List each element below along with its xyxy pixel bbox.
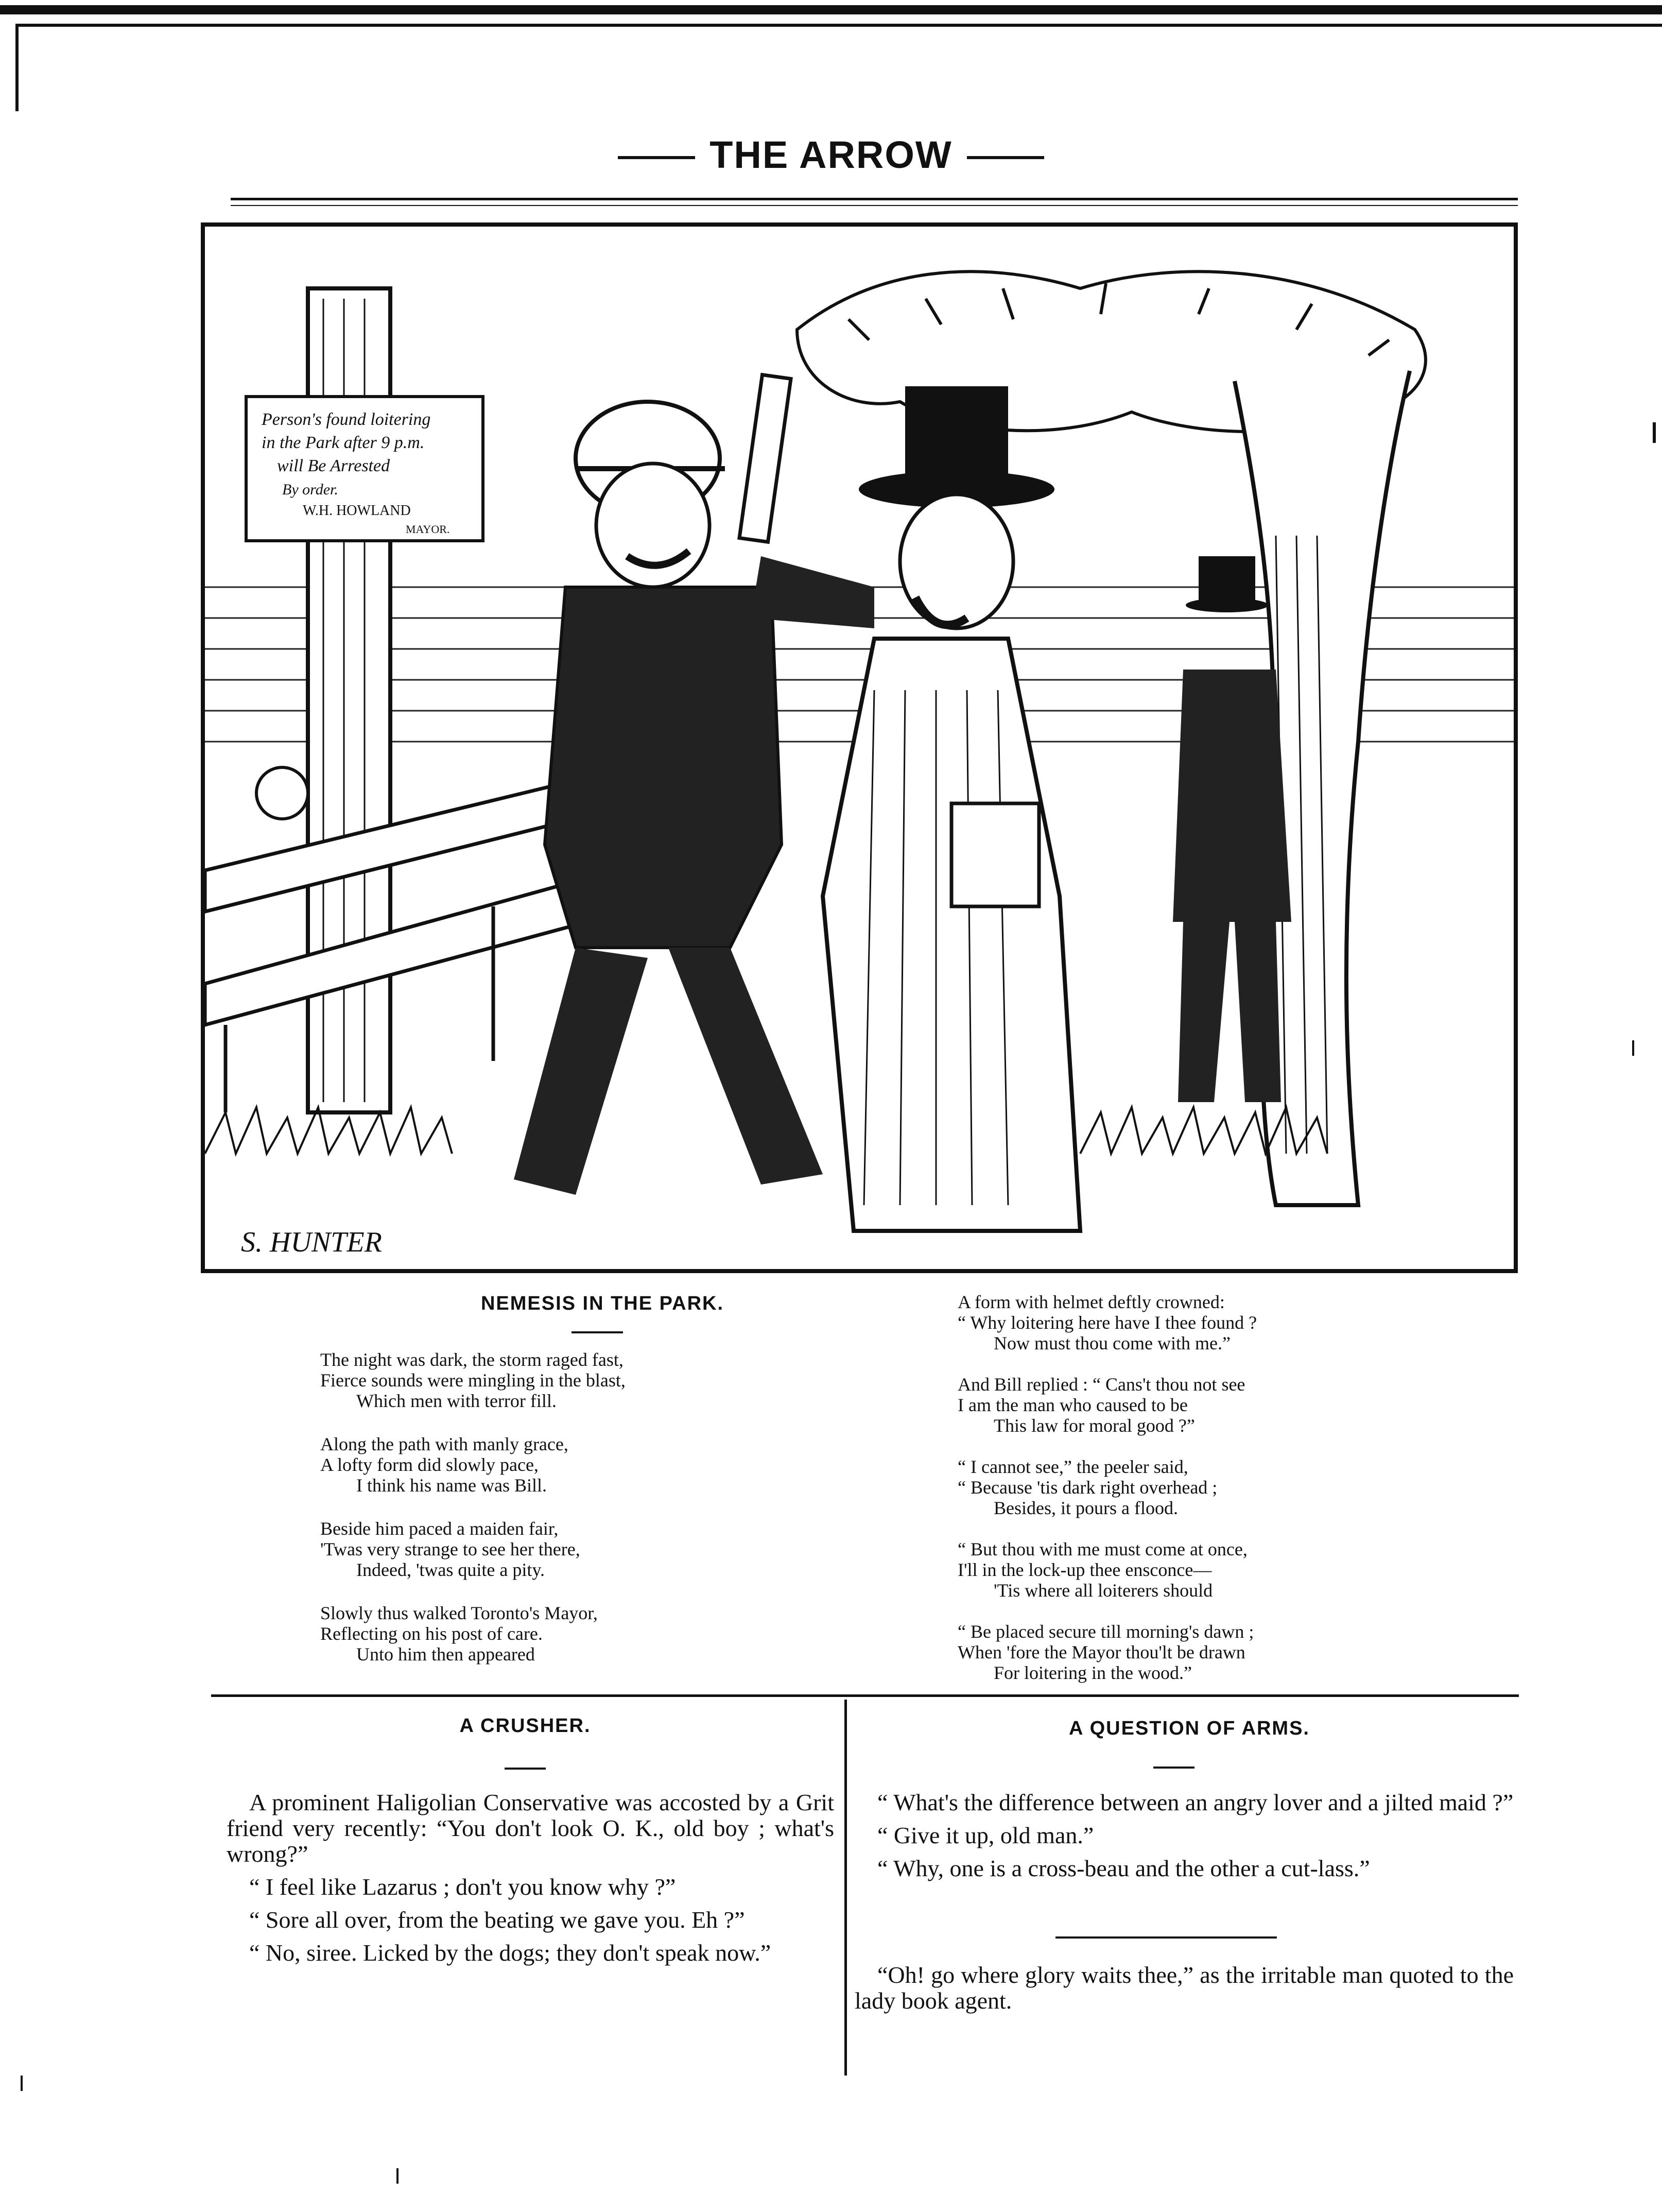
crusher-paragraph: “ I feel like Lazarus ; don't you know why ?” bbox=[249, 1874, 676, 1900]
crusher-title: A CRUSHER. bbox=[459, 1715, 591, 1737]
arms-closing-paragraph: “Oh! go where glory waits thee,” as the irritable man quoted to the lady book agent. bbox=[855, 1962, 1514, 2014]
sign-line: MAYOR. bbox=[406, 523, 450, 536]
poem-line: “ Be placed secure till morning's dawn ; bbox=[958, 1621, 1254, 1642]
poem-line: Which men with terror fill. bbox=[356, 1391, 557, 1411]
arms-paragraph: “ What's the difference between an angry lover and a jilted maid ?” bbox=[877, 1789, 1514, 1815]
cartoon-illustration bbox=[201, 222, 1518, 1273]
inner-border-rule bbox=[15, 24, 1662, 27]
sign-line: in the Park after 9 p.m. bbox=[262, 433, 425, 452]
poem-line: Indeed, 'twas quite a pity. bbox=[356, 1559, 545, 1580]
poem-stanza bbox=[958, 1292, 1421, 1353]
sign-line: will Be Arrested bbox=[277, 456, 390, 475]
arms-closing bbox=[855, 1962, 1514, 2021]
sign-line: Person's found loitering bbox=[262, 410, 431, 429]
poem-right-column bbox=[958, 1292, 1421, 1683]
poem-stanza bbox=[958, 1621, 1421, 1683]
masthead-dash-right bbox=[967, 156, 1044, 159]
poem-stanza bbox=[320, 1434, 732, 1496]
poem-line: For loitering in the wood.” bbox=[994, 1662, 1192, 1683]
margin-mark bbox=[21, 2076, 23, 2091]
poem-line: “ But thou with me must come at once, bbox=[958, 1539, 1248, 1559]
poem-stanza bbox=[320, 1349, 732, 1411]
masthead-title: THE ARROW bbox=[709, 133, 953, 176]
poem-line: Fierce sounds were mingling in the blast, bbox=[320, 1370, 626, 1391]
poem-line: 'Tis where all loiterers should bbox=[994, 1580, 1213, 1601]
masthead-rule bbox=[231, 198, 1518, 200]
poem-line: Reflecting on his post of care. bbox=[320, 1623, 543, 1644]
crusher-body bbox=[227, 1790, 834, 1973]
poem-line: The night was dark, the storm raged fast, bbox=[320, 1349, 624, 1370]
crusher-paragraph: “ Sore all over, from the beating we gave you. Eh ?” bbox=[249, 1907, 745, 1933]
arms-title: A QUESTION OF ARMS. bbox=[1069, 1718, 1310, 1739]
sign-line: W.H. HOWLAND bbox=[303, 503, 411, 519]
masthead-rule-thin bbox=[231, 205, 1518, 206]
poem-line: I am the man who caused to be bbox=[958, 1395, 1188, 1415]
arms-separator bbox=[1055, 1936, 1277, 1939]
poem-stanza bbox=[958, 1539, 1421, 1601]
crusher-paragraph: A prominent Haligolian Conservative was accosted by a Grit friend very recently: “You don't look O. K., old boy ; what's wrong?” bbox=[227, 1789, 834, 1867]
poem-line: “ Because 'tis dark right overhead ; bbox=[958, 1477, 1218, 1498]
mayor-figure bbox=[823, 386, 1080, 1231]
poem-stanza bbox=[958, 1456, 1421, 1518]
poem-line: Besides, it pours a flood. bbox=[994, 1498, 1178, 1518]
poem-line: “ Why loitering here have I thee found ? bbox=[958, 1312, 1257, 1333]
left-border-rule bbox=[15, 24, 19, 111]
poem-stanza bbox=[320, 1518, 732, 1580]
poem-line: 'Twas very strange to see her there, bbox=[320, 1539, 580, 1559]
poem-title: NEMESIS IN THE PARK. bbox=[480, 1293, 724, 1314]
poem-line: I'll in the lock-up thee ensconce— bbox=[958, 1559, 1212, 1580]
arms-paragraph: “ Why, one is a cross-beau and the other a cut-lass.” bbox=[877, 1855, 1370, 1881]
poem-line: When 'fore the Mayor thou'lt be drawn bbox=[958, 1642, 1245, 1662]
poem-title-dash bbox=[572, 1331, 623, 1333]
margin-mark bbox=[1653, 422, 1656, 443]
sign-line: By order. bbox=[282, 481, 338, 498]
arms-title-dash bbox=[1153, 1767, 1194, 1769]
arms-body bbox=[855, 1790, 1514, 1889]
poem-line: A form with helmet deftly crowned: bbox=[958, 1292, 1225, 1312]
margin-mark bbox=[1632, 1040, 1634, 1056]
poem-line: Slowly thus walked Toronto's Mayor, bbox=[320, 1603, 598, 1623]
poem-line: And Bill replied : “ Cans't thou not see bbox=[958, 1374, 1245, 1395]
section-rule bbox=[211, 1694, 1519, 1697]
arms-paragraph: “ Give it up, old man.” bbox=[877, 1822, 1094, 1848]
masthead-dash-left bbox=[618, 156, 695, 159]
poem-line: A lofty form did slowly pace, bbox=[320, 1454, 539, 1475]
poem-stanza bbox=[320, 1603, 732, 1665]
poem-line: Unto him then appeared bbox=[356, 1644, 535, 1665]
poem-line: Along the path with manly grace, bbox=[320, 1434, 568, 1454]
poem-line: Now must thou come with me.” bbox=[994, 1333, 1231, 1353]
top-border-rule bbox=[0, 5, 1662, 14]
policeman-figure bbox=[514, 375, 874, 1195]
artist-signature: S. HUNTER bbox=[241, 1226, 382, 1258]
crusher-title-dash bbox=[505, 1768, 546, 1770]
cartoon-drawing bbox=[205, 227, 1514, 1269]
poem-line: Beside him paced a maiden fair, bbox=[320, 1518, 559, 1539]
peeking-figure bbox=[256, 767, 308, 819]
masthead bbox=[0, 133, 1662, 177]
crusher-paragraph: “ No, siree. Licked by the dogs; they don't speak now.” bbox=[249, 1940, 771, 1966]
poem-line: I think his name was Bill. bbox=[356, 1475, 547, 1496]
column-rule bbox=[844, 1700, 847, 2076]
poem-line: “ I cannot see,” the peeler said, bbox=[958, 1456, 1188, 1477]
poem-left-column bbox=[320, 1349, 732, 1687]
poem-line: This law for moral good ?” bbox=[994, 1415, 1195, 1436]
margin-mark bbox=[396, 2168, 399, 2184]
poem-stanza bbox=[958, 1374, 1421, 1436]
